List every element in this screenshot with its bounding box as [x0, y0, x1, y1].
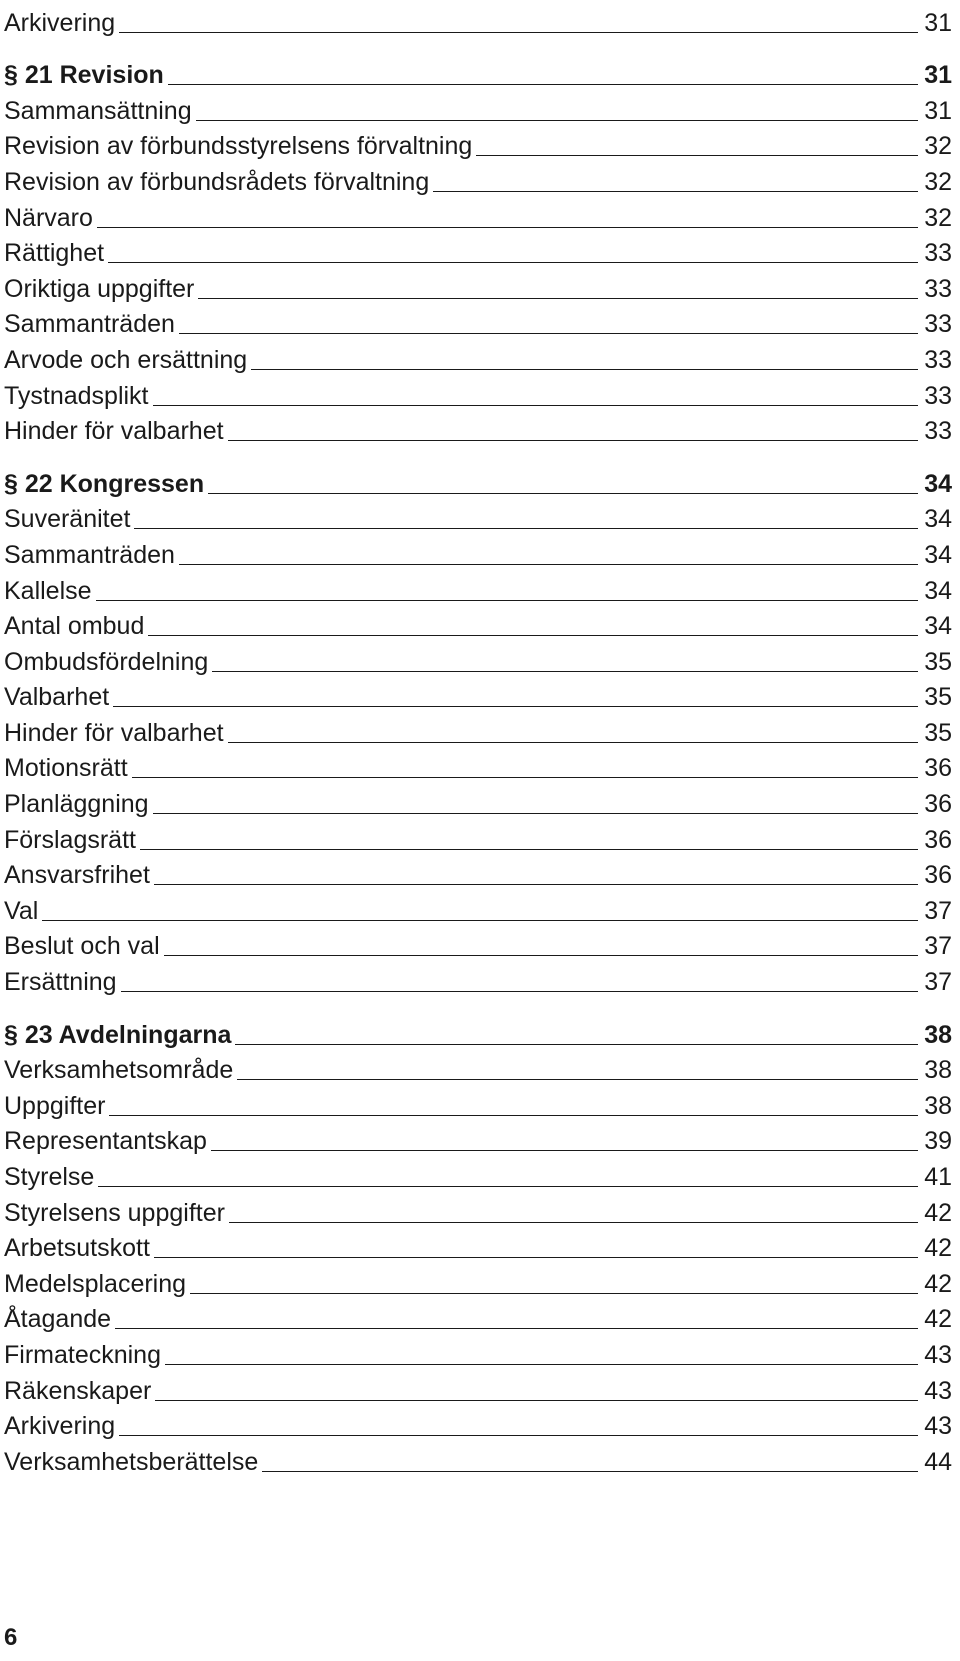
toc-entry-page-number: 36: [924, 790, 952, 819]
toc-entry-title: Förslagsrätt: [4, 825, 136, 854]
toc-entry-title: Val: [4, 896, 39, 925]
toc-leader-line: [98, 1186, 918, 1187]
toc-entry-page-number: 32: [924, 203, 952, 232]
toc-leader-line: [148, 635, 918, 636]
toc-leader-line: [121, 991, 918, 992]
toc-leader-line: [115, 1328, 918, 1329]
toc-entry-page-number: 41: [924, 1163, 952, 1191]
toc-entry[interactable]: [4, 710, 952, 746]
toc-entry-page-number: 37: [924, 932, 952, 961]
toc-entry-title: Revision av förbundsrådets förvaltning: [4, 167, 430, 196]
page-number: 6: [4, 1624, 18, 1651]
toc-entry[interactable]: [4, 124, 952, 160]
toc-entry-title: Tystnadsplikt: [4, 381, 149, 410]
toc-entry-page-number: 34: [924, 540, 952, 569]
toc-entry-title: Arkivering: [4, 8, 116, 37]
toc-entry-title: Ombudsfördelning: [4, 647, 209, 676]
toc-entry-page-number: 31: [924, 61, 952, 90]
toc-leader-line: [229, 1222, 918, 1223]
toc-entry-page-number: 44: [924, 1447, 952, 1476]
toc-entry[interactable]: [4, 497, 952, 533]
toc-entry-page-number: 38: [924, 1091, 952, 1120]
toc-entry-title: § 21 Revision: [4, 61, 164, 90]
toc-leader-line: [154, 884, 918, 885]
toc-leader-line: [96, 600, 918, 601]
toc-leader-line: [228, 742, 918, 743]
toc-entry-page-number: 33: [924, 381, 952, 410]
toc-entry-page-number: 42: [924, 1198, 952, 1227]
toc-entry[interactable]: [4, 817, 952, 853]
toc-entry-title: Hinder för valbarhet: [4, 417, 224, 446]
toc-entry-page-number: 37: [924, 968, 952, 997]
toc-entry-title: Arkivering: [4, 1412, 116, 1441]
toc-leader-line: [235, 1044, 918, 1045]
toc-section-heading[interactable]: [4, 461, 952, 497]
toc-entry-title: Verksamhetsberättelse: [4, 1447, 259, 1476]
toc-leader-line: [190, 1293, 918, 1294]
toc-entry[interactable]: [4, 409, 952, 445]
toc-entry-page-number: 31: [924, 8, 952, 37]
toc-leader-line: [155, 1400, 918, 1401]
toc-entry-page-number: 35: [924, 683, 952, 712]
toc-entry-title: Representantskap: [4, 1127, 207, 1156]
toc-entry-title: Närvaro: [4, 203, 93, 232]
toc-entry[interactable]: [4, 853, 952, 889]
toc-entry-title: Sammansättning: [4, 96, 192, 125]
toc-leader-line: [134, 528, 918, 529]
toc-leader-line: [113, 706, 918, 707]
toc-entry[interactable]: [4, 532, 952, 568]
toc-leader-line: [109, 1115, 918, 1116]
toc-entry-page-number: 39: [924, 1127, 952, 1156]
toc-entry-title: Oriktiga uppgifter: [4, 274, 195, 303]
toc-leader-line: [211, 1150, 918, 1151]
toc-entry-page-number: 32: [924, 132, 952, 161]
toc-entry[interactable]: [4, 1297, 952, 1333]
toc-entry-page-number: 38: [924, 1020, 952, 1049]
toc-entry-page-number: 34: [924, 576, 952, 605]
toc-leader-line: [212, 671, 918, 672]
toc-entry-title: Ansvarsfrihet: [4, 861, 150, 890]
toc-leader-line: [108, 262, 918, 263]
toc-entry-page-number: 43: [924, 1376, 952, 1405]
toc-entry-title: Hinder för valbarhet: [4, 718, 224, 747]
toc-entry[interactable]: [4, 337, 952, 373]
toc-entry[interactable]: [4, 1048, 952, 1084]
toc-leader-line: [153, 813, 918, 814]
toc-entry-title: Suveränitet: [4, 505, 131, 534]
toc-entry-page-number: 33: [924, 310, 952, 339]
toc-entry-title: Revision av förbundsstyrelsens förvaltning: [4, 132, 473, 161]
toc-leader-line: [179, 564, 918, 565]
toc-entry-title: Firmateckning: [4, 1340, 161, 1369]
toc-entry[interactable]: [4, 1332, 952, 1368]
toc-entry[interactable]: [4, 639, 952, 675]
toc-entry-title: Arbetsutskott: [4, 1234, 150, 1263]
toc-entry[interactable]: [4, 675, 952, 711]
toc-entry-page-number: 33: [924, 345, 952, 374]
toc-leader-line: [168, 84, 918, 85]
toc-entry[interactable]: [4, 1439, 952, 1475]
toc-entry-page-number: 42: [924, 1269, 952, 1298]
toc-entry-page-number: 37: [924, 896, 952, 925]
toc-entry[interactable]: [4, 1404, 952, 1440]
toc-entry-title: Verksamhetsområde: [4, 1056, 234, 1085]
toc-leader-line: [119, 32, 918, 33]
toc-entry-page-number: 36: [924, 825, 952, 854]
toc-entry[interactable]: [4, 1083, 952, 1119]
toc-entry-title: Kallelse: [4, 576, 92, 605]
toc-entry-title: Motionsrätt: [4, 754, 128, 783]
toc-entry-page-number: 35: [924, 647, 952, 676]
toc-entry[interactable]: [4, 604, 952, 640]
toc-leader-line: [179, 333, 918, 334]
toc-entry[interactable]: [4, 0, 952, 36]
toc-leader-line: [262, 1471, 918, 1472]
toc-entry-title: Sammanträden: [4, 540, 175, 569]
toc-entry-page-number: 43: [924, 1412, 952, 1441]
toc-leader-line: [433, 191, 918, 192]
toc-entry-title: Uppgifter: [4, 1091, 106, 1120]
toc-section-heading[interactable]: [4, 1012, 952, 1048]
toc-entry[interactable]: [4, 1119, 952, 1155]
toc-entry-title: Beslut och val: [4, 932, 160, 961]
toc-leader-line: [97, 227, 918, 228]
toc-entry[interactable]: [4, 1190, 952, 1226]
toc-leader-line: [237, 1079, 918, 1080]
toc-leader-line: [198, 298, 918, 299]
toc-entry-title: Styrelse: [4, 1163, 95, 1191]
toc-leader-line: [42, 920, 918, 921]
toc-entry-title: Räkenskaper: [4, 1376, 152, 1405]
toc-entry-page-number: 33: [924, 239, 952, 268]
toc-entry-page-number: 36: [924, 754, 952, 783]
toc-entry[interactable]: [4, 1261, 952, 1297]
toc-entry-title: § 23 Avdelningarna: [4, 1020, 232, 1049]
toc-entry-title: Antal ombud: [4, 612, 145, 641]
toc-entry[interactable]: [4, 924, 952, 960]
toc-entry-title: Sammanträden: [4, 310, 175, 339]
toc-entry-page-number: 33: [924, 274, 952, 303]
toc-leader-line: [164, 955, 918, 956]
toc-entry-page-number: 34: [924, 612, 952, 641]
toc-entry-title: Arvode och ersättning: [4, 345, 248, 374]
toc-entry-title: Rättighet: [4, 239, 105, 268]
toc-entry[interactable]: [4, 781, 952, 817]
toc-entry-page-number: 42: [924, 1234, 952, 1263]
toc-entry[interactable]: [4, 266, 952, 302]
toc-entry-page-number: 32: [924, 167, 952, 196]
toc-leader-line: [140, 849, 918, 850]
toc-entry-title: Medelsplacering: [4, 1269, 187, 1298]
toc-entry-page-number: 36: [924, 861, 952, 890]
toc-entry[interactable]: [4, 302, 952, 338]
toc-entry-page-number: 43: [924, 1340, 952, 1369]
table-of-contents: [4, 0, 952, 1475]
toc-entry[interactable]: [4, 888, 952, 924]
toc-entry[interactable]: [4, 959, 952, 995]
toc-entry[interactable]: [4, 746, 952, 782]
toc-leader-line: [208, 493, 918, 494]
toc-entry[interactable]: [4, 88, 952, 124]
toc-entry-title: Ersättning: [4, 968, 117, 997]
toc-leader-line: [476, 155, 918, 156]
toc-entry[interactable]: [4, 1226, 952, 1262]
toc-leader-line: [196, 120, 918, 121]
toc-entry-page-number: 38: [924, 1056, 952, 1085]
toc-leader-line: [119, 1435, 918, 1436]
toc-leader-line: [132, 777, 918, 778]
toc-section-heading[interactable]: [4, 53, 952, 89]
toc-entry-title: Planläggning: [4, 790, 149, 819]
toc-entry[interactable]: [4, 231, 952, 267]
toc-leader-line: [251, 369, 918, 370]
toc-entry-page-number: 34: [924, 505, 952, 534]
toc-entry[interactable]: [4, 568, 952, 604]
toc-entry-title: Åtagande: [4, 1305, 112, 1334]
toc-entry[interactable]: [4, 159, 952, 195]
toc-entry-page-number: 35: [924, 718, 952, 747]
toc-entry-title: Valbarhet: [4, 683, 110, 712]
toc-entry[interactable]: [4, 195, 952, 231]
toc-entry-page-number: 33: [924, 417, 952, 446]
toc-entry-page-number: 42: [924, 1305, 952, 1334]
toc-leader-line: [153, 405, 918, 406]
toc-entry-page-number: 31: [924, 96, 952, 125]
toc-entry-title: § 22 Kongressen: [4, 469, 205, 498]
toc-entry[interactable]: [4, 373, 952, 409]
toc-entry-page-number: 34: [924, 469, 952, 498]
toc-entry[interactable]: [4, 1368, 952, 1404]
toc-entry[interactable]: [4, 1154, 952, 1190]
toc-leader-line: [154, 1257, 918, 1258]
toc-leader-line: [228, 440, 918, 441]
toc-entry-title: Styrelsens uppgifter: [4, 1198, 225, 1227]
toc-leader-line: [165, 1364, 918, 1365]
